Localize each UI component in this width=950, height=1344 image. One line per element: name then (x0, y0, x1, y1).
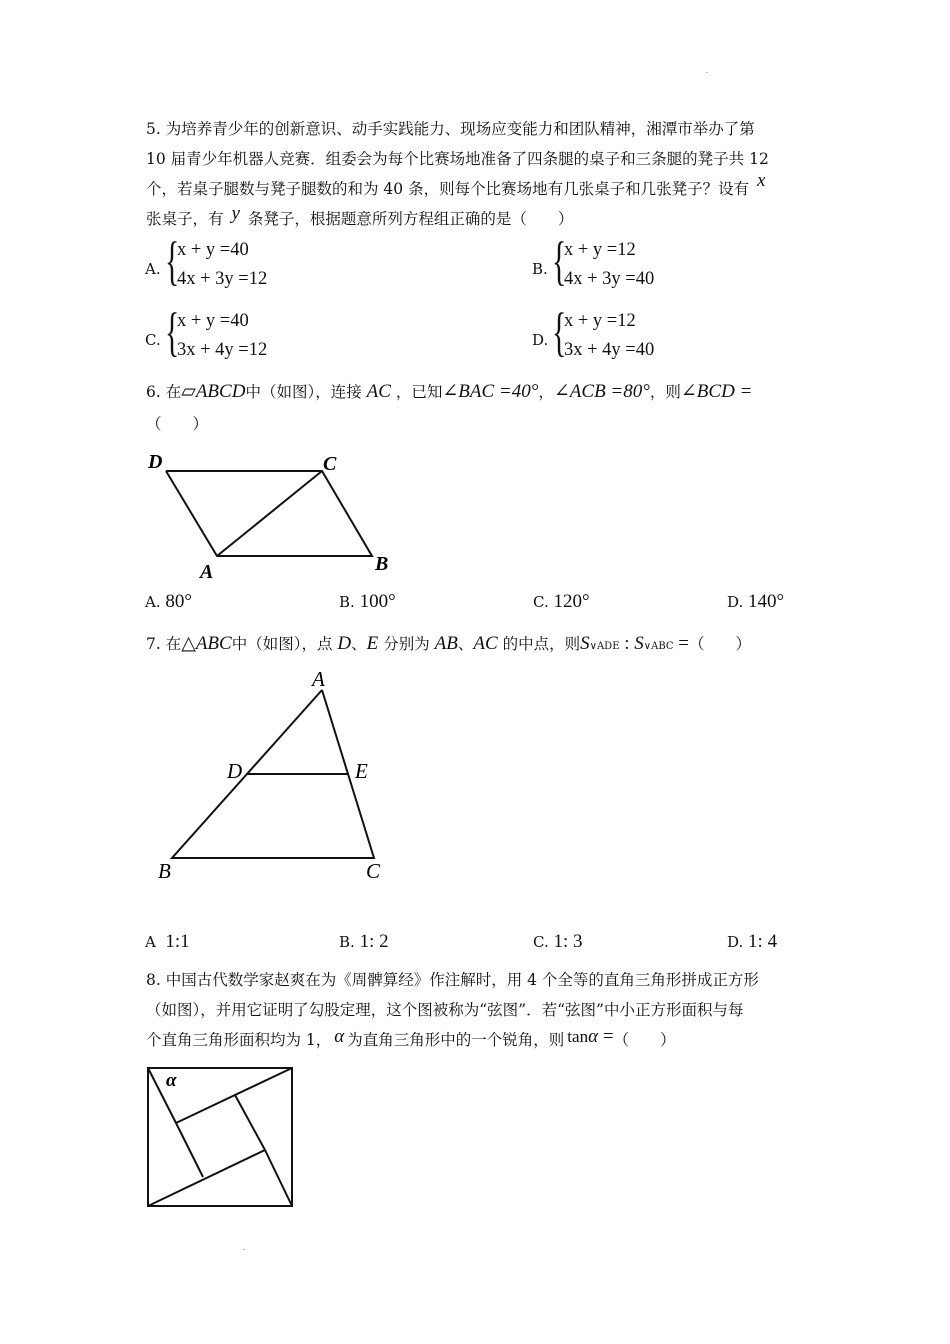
q6-mid3: ，则 (649, 383, 681, 401)
q6-label-c: C (323, 453, 337, 475)
q7-option-b[interactable] (339, 931, 389, 953)
q6-option-a-label: A. (145, 593, 161, 611)
q8-line-2: （如图），并用它证明了勾股定理，这个图被称为“弦图”．若“弦图”中小正方形面积与每 (146, 1001, 744, 1019)
q7-label-d: D (227, 759, 243, 783)
q6-paren: （ ） (146, 415, 209, 433)
q8-line-6 (148, 1150, 265, 1206)
q7-option-d-value: 1: 4 (748, 931, 778, 952)
q5-option-d-eq1: x + y =12 (564, 311, 636, 331)
q8-line-5 (265, 1150, 292, 1206)
q7-label-a: A (312, 667, 325, 691)
q5-line-4-text-b: 条凳子，根据题意所列方程组正确的是（ ） (247, 210, 574, 228)
q7-option-c-value: 1: 3 (553, 931, 583, 952)
q7-option-a[interactable] (145, 931, 190, 953)
q6-label-a: A (200, 561, 214, 581)
q6-label-d: D (148, 451, 163, 473)
q7-option-c[interactable] (533, 931, 583, 953)
q7-s1: S (580, 633, 590, 654)
q5-line-1: 5. 为培养青少年的创新意识、动手实践能力、现场应变能力和团队精神，湘潭市举办了第 (146, 120, 755, 138)
q7-s2: S (634, 633, 644, 654)
q5-option-a-brace: { (165, 231, 180, 291)
q8-line-3 (146, 1026, 676, 1050)
q8-line-3-text-b: 为直角三角形中的一个锐角，则 (347, 1031, 565, 1049)
q7-option-d[interactable] (727, 931, 777, 953)
q7-option-a-value: 1:1 (165, 931, 190, 952)
q5-option-b-brace: { (552, 231, 567, 291)
q6-mid2: ，已知 (395, 383, 443, 401)
q5-option-b-eq1: x + y =12 (564, 240, 636, 260)
q5-var-y: y (231, 203, 240, 224)
q7-point-d: D (337, 633, 352, 654)
q5-option-d-label: D. (532, 331, 549, 349)
q5-option-c-label: C. (145, 331, 161, 349)
q6-option-b-value: 100° (359, 591, 396, 612)
q5-option-a-eq2: 4x + 3y =12 (177, 269, 268, 289)
q6-question: 6. 在▱ABCD中（如图），连接 AC ，已知∠BAC =40°，∠ACB =80°，则∠BCD = (146, 381, 753, 402)
q5-option-c-eq1: x + y =40 (177, 311, 249, 331)
q5-option-c-brace: { (165, 302, 180, 362)
q6-option-c-label: C. (533, 593, 549, 611)
q6-target: ∠BCD = (680, 381, 753, 402)
q7-mid3: 的中点，则 (502, 635, 581, 653)
q5-option-a-label: A. (145, 260, 161, 278)
q7-sep-1: 、 (351, 635, 367, 653)
q6-option-b[interactable] (339, 591, 396, 613)
q5-option-b-eq2: 4x + 3y =40 (564, 269, 655, 289)
q7-label-b: B (158, 859, 171, 883)
q8-tan: tan (567, 1027, 589, 1046)
q7-triangle: △ABC (181, 633, 232, 654)
q8-line-3-text-a: 个直角三角形面积均为 1， (146, 1031, 332, 1049)
q8-line-4 (235, 1095, 265, 1150)
q6-label-b: B (375, 553, 389, 575)
q6-option-a[interactable] (145, 591, 192, 613)
q5-option-c-eq2: 3x + 4y =12 (177, 340, 268, 360)
q6-option-b-label: B. (339, 593, 355, 611)
q8-paren: （ ） (613, 1031, 676, 1049)
q5-line-3-text: 个，若桌子腿数与凳子腿数的和为 40 条，则每个比赛场地有几张桌子和几张凳子？设有 (146, 180, 750, 198)
q6-option-c[interactable] (533, 591, 590, 613)
q7-paren: （ ） (688, 635, 751, 653)
q7-sub2: ∨ABC (643, 641, 674, 652)
q8-alpha: α (334, 1026, 345, 1047)
q6-figure (140, 446, 400, 581)
q8-line-3 (176, 1123, 203, 1177)
q6-option-d[interactable] (727, 591, 784, 613)
q7-sep-2: 、 (457, 635, 474, 653)
q7-question (146, 634, 751, 657)
q6-option-d-value: 140° (748, 591, 785, 612)
q7-ab: AB (434, 633, 458, 654)
q5-option-a-eq1: x + y =40 (177, 240, 249, 260)
q7-option-c-label: C. (533, 933, 549, 951)
q8-line-2 (176, 1068, 292, 1123)
q7-label-c: C (366, 859, 381, 883)
q6-angle-bac: ∠BAC =40° (442, 381, 539, 402)
q7-figure (150, 664, 400, 889)
q5-option-d-brace: { (552, 302, 567, 362)
q7-label-e: E (355, 759, 368, 783)
q7-mid2: 分别为 (383, 635, 430, 653)
q5-line-4 (146, 203, 574, 229)
q5-line-2: 10 届青少年机器人竞赛．组委会为每个比赛场地准备了四条腿的桌子和三条腿的凳子共 12 (146, 150, 769, 168)
q7-ac: AC (473, 633, 498, 654)
q8-tan-alpha: α (588, 1026, 599, 1047)
q7-mid1: 中（如图），点 (231, 635, 333, 653)
q6-diagonal-ac (217, 471, 322, 556)
q7-sub1: ∨ADE (589, 641, 620, 652)
q6-option-c-value: 120° (553, 591, 590, 612)
q8-label-alpha: α (166, 1070, 177, 1091)
q6-parallelogram: ▱ABCD (181, 381, 246, 402)
q7-colon: : (619, 633, 635, 654)
q5-line-3 (146, 170, 766, 199)
q7-point-e: E (366, 633, 379, 654)
q8-line-1: 8. 中国古代数学家赵爽在为《周髀算经》作注解时，用 4 个全等的直角三角形拼成正方形 (146, 971, 759, 989)
q6-option-a-value: 80° (165, 591, 192, 612)
q6-option-d-label: D. (727, 593, 744, 611)
q7-prefix: 7. 在 (146, 635, 182, 653)
q5-option-d-eq2: 3x + 4y =40 (564, 340, 655, 360)
q8-figure (140, 1060, 300, 1215)
q6-mid1: 中（如图），连接 (245, 383, 362, 401)
q5-line-4-text-a: 张桌子，有 (146, 210, 224, 228)
q7-option-d-label: D. (727, 933, 744, 951)
q8-tan-eq: = (598, 1026, 614, 1047)
q7-option-a-label: A (145, 933, 156, 951)
q7-option-b-label: B. (339, 933, 355, 951)
q7-option-b-value: 1: 2 (359, 931, 389, 952)
q6-prefix: 6. 在 (146, 383, 182, 401)
q7-eq: = (673, 633, 689, 654)
q6-ac: AC (366, 381, 391, 402)
q6-angle-acb: ∠ACB =80° (553, 381, 650, 402)
q5-option-b-label: B. (532, 260, 548, 278)
q5-var-x: x (757, 170, 766, 191)
